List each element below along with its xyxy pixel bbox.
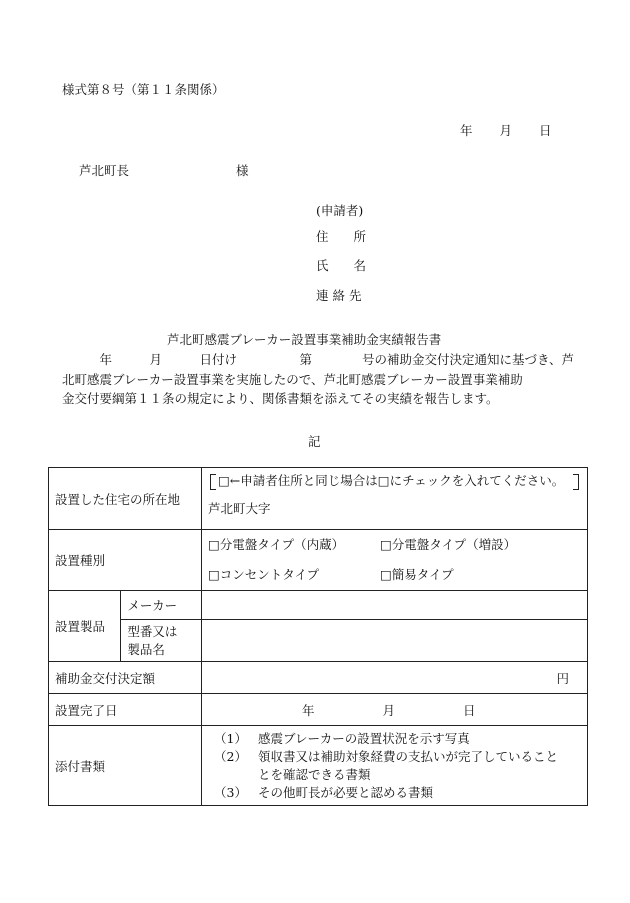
addressee-suffix: 様 [236,163,249,178]
type-option-simple[interactable]: □簡易タイプ [380,567,454,582]
product-model-row [49,620,588,662]
report-body [62,350,582,409]
applicant-contact-label: 連 絡 先 [316,288,362,303]
model-label-line2: 製品名 [127,641,165,657]
body-line: 年 月 日付け 第 号の補助金交付決定通知に基づき、芦 [62,352,575,367]
date-line [460,121,552,139]
date-year: 年 [460,123,473,138]
completion-day: 日 [463,702,476,718]
body-line: 北町感震ブレーカー設置事業を実施したので、芦北町感震ブレーカー設置事業補助 [62,371,523,387]
form-number: 様式第８号（第１１条関係） [62,82,225,97]
completion-label: 設置完了日 [49,694,202,726]
model-label [121,620,202,662]
product-maker-row [49,591,588,620]
amount-row [49,662,588,694]
attachments-label: 添付書類 [49,726,202,806]
model-label-line1: 型番又は [127,623,178,639]
location-address[interactable]: 芦北町大字 [208,501,271,516]
date-day: 日 [539,123,552,138]
amount-value[interactable] [202,662,588,694]
attachment-item-continuation: とを確認できる書類 [258,766,371,782]
applicant-address-label: 住 所 [316,229,367,244]
report-table [48,467,588,806]
attachments-row [49,726,588,806]
completion-year: 年 [302,702,315,718]
location-label: 設置した住宅の所在地 [49,468,202,530]
type-options [202,530,588,591]
applicant-name-label: 氏 名 [316,258,367,273]
type-label: 設置種別 [49,530,202,591]
ki-mark: 記 [308,434,321,449]
type-option-outlet[interactable]: □コンセントタイプ [208,567,320,582]
date-month: 月 [499,123,513,138]
product-label: 設置製品 [49,591,121,662]
attachment-item: （2） 領収書又は補助対象経費の支払いが完了していること [214,748,559,764]
attachments-list [202,726,588,806]
completion-value[interactable] [202,694,588,726]
document-title: 芦北町感震ブレーカー設置事業補助金実績報告書 [167,332,442,347]
type-option-builtin[interactable]: □分電盤タイプ（内蔵） [208,537,345,552]
applicant-heading: (申請者) [316,203,364,218]
completion-month: 月 [382,702,396,718]
amount-unit: 円 [556,670,569,686]
amount-label: 補助金交付決定額 [49,662,202,694]
body-line: 金交付要綱第１１条の規定により、関係書類を添えてその実績を報告します。 [62,391,499,406]
type-option-added[interactable]: □分電盤タイプ（増設） [380,537,517,552]
location-value [202,468,588,530]
attachment-item: （3） その他町長が必要と認める書類 [214,784,434,800]
addressee-name: 芦北町長 [79,163,130,178]
model-value[interactable] [202,620,588,662]
attachment-item: （1） 感震ブレーカーの設置状況を示す写真 [214,730,470,746]
maker-label: メーカー [121,591,202,620]
maker-value[interactable] [202,591,588,620]
completion-row [49,694,588,726]
same-address-note[interactable]: □←申請者住所と同じ場合は□にチェックを入れてください。 [208,472,581,490]
location-row [49,468,588,530]
type-row [49,530,588,591]
